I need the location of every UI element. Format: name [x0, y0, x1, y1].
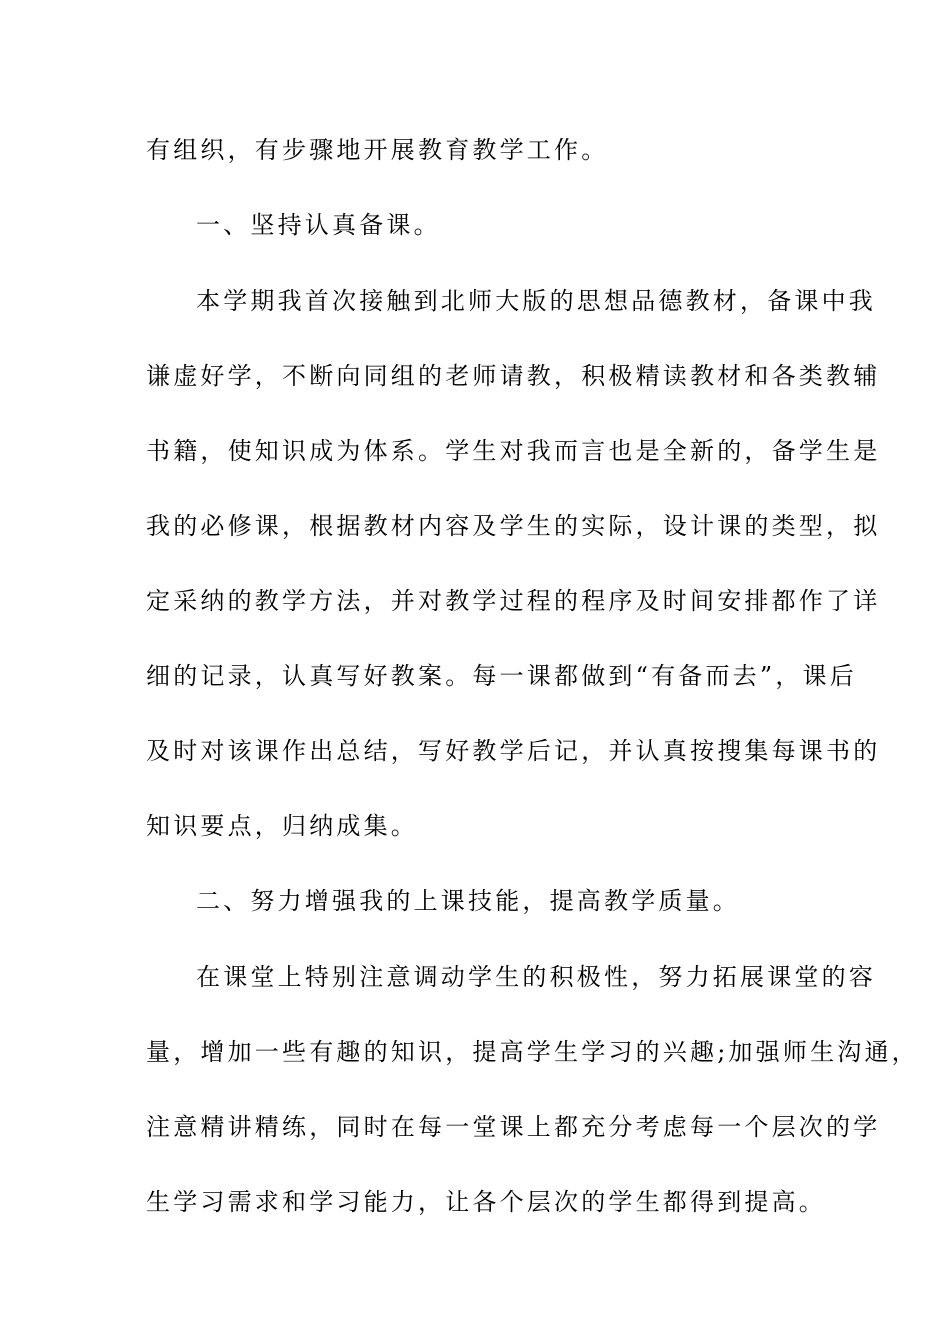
- paragraph-line: 定采纳的教学方法，并对教学过程的程序及时间安排都作了详: [146, 587, 881, 615]
- paragraph-line: 书籍，使知识成为体系。学生对我而言也是全新的，备学生是: [146, 437, 881, 465]
- paragraph-line: 我的必修课，根据教材内容及学生的实际，设计课的类型，拟: [146, 512, 881, 540]
- paragraph-line: 量，增加一些有趣的知识，提高学生学习的兴趣;加强师生沟通，: [146, 1038, 919, 1066]
- paragraph-line: 生学习需求和学习能力，让各个层次的学生都得到提高。: [146, 1188, 826, 1216]
- paragraph-line: 谦虚好学，不断向同组的老师请教，积极精读教材和各类教辅: [146, 362, 881, 390]
- section-heading-2: 二、努力增强我的上课技能，提高教学质量。: [196, 887, 740, 915]
- paragraph-line: 有组织，有步骤地开展教育教学工作。: [146, 136, 609, 164]
- paragraph-line: 本学期我首次接触到北师大版的思想品德教材，备课中我: [196, 287, 876, 315]
- section-heading-1: 一、坚持认真备课。: [196, 211, 441, 239]
- paragraph-line: 在课堂上特别注意调动学生的积极性，努力拓展课堂的容: [196, 963, 876, 991]
- paragraph-line: 及时对该课作出总结，写好教学后记，并认真按搜集每课书的: [146, 737, 881, 765]
- paragraph-line: 注意精讲精练，同时在每一堂课上都充分考虑每一个层次的学: [146, 1113, 881, 1141]
- paragraph-line: 知识要点，归纳成集。: [146, 812, 418, 840]
- paragraph-line: 细的记录，认真写好教案。每一课都做到“有备而去”，课后: [146, 662, 857, 690]
